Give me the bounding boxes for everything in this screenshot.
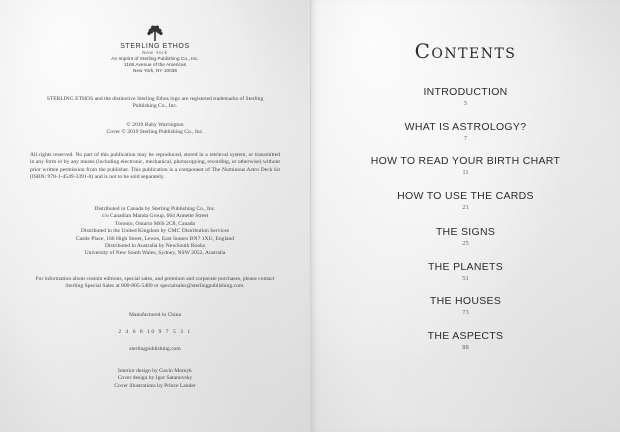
toc-entry-the-aspects[interactable] bbox=[311, 330, 620, 351]
toc-label: INTRODUCTION bbox=[423, 86, 508, 98]
distribution-line: c/o Canadian Manda Group, 664 Annette Street bbox=[101, 213, 209, 220]
contents-page bbox=[311, 0, 620, 432]
tree-icon bbox=[145, 24, 165, 42]
trademark-notice: STERLING ETHOS and the distinctive Sterling Ethos logo are registered trademarks of Sterling Publishing Co., Inc. bbox=[46, 96, 264, 110]
toc-page-number: 73 bbox=[462, 309, 469, 316]
toc-label: WHAT IS ASTROLOGY? bbox=[404, 121, 527, 133]
special-sales-info: For information about custom editions, special sales, and premium and corporate purchases, please contact Sterling Special Sales at 800-805-5489 or specialsales@sterlingpublishing.com. bbox=[35, 276, 275, 290]
distribution-line: Distributed in the United Kingdom by GMC Distribution Services bbox=[80, 228, 230, 235]
toc-entry-the-signs[interactable] bbox=[311, 226, 620, 247]
toc-entry-the-houses[interactable] bbox=[311, 295, 620, 316]
toc-label: HOW TO USE THE CARDS bbox=[397, 190, 534, 202]
toc-page-number: 51 bbox=[462, 275, 469, 282]
credit-line: Interior design by Gavin Motnyk bbox=[118, 368, 192, 374]
toc-page-number: 25 bbox=[462, 240, 469, 247]
logo-name: STERLING ETHOS bbox=[120, 43, 190, 50]
rights-notice: All rights reserved. No part of this publication may be reproduced, stored in a retrieval system, or transmitted in any form or by any means (including electronic, mechanical, photocopying, recording, or otherwise) without prior written permission from the publisher. This publication is a component of The Numinous Astro Deck kit (ISBN: 978-1-4549-3391-0) and is not to be sold separately. bbox=[30, 152, 280, 181]
toc-label: THE ASPECTS bbox=[427, 330, 504, 342]
imprint-line: An Imprint of Sterling Publishing Co., Inc. bbox=[111, 57, 199, 62]
imprint-line: 1166 Avenue of the Americas bbox=[124, 63, 186, 68]
toc-entry-birth-chart[interactable] bbox=[311, 155, 620, 176]
publisher-website: sterlingpublishing.com bbox=[129, 346, 181, 352]
copyright-notice bbox=[40, 122, 270, 137]
distribution-line: Toronto, Ontario M6S 2C8, Canada bbox=[114, 220, 196, 227]
toc-label: THE SIGNS bbox=[435, 226, 496, 238]
toc-entry-introduction[interactable] bbox=[311, 86, 620, 107]
toc-page-number: 7 bbox=[463, 135, 468, 142]
imprint-address bbox=[0, 57, 310, 75]
imprint-line: New York, NY 10036 bbox=[132, 69, 178, 74]
design-credits bbox=[40, 368, 270, 390]
distribution-line: Castle Place, 166 High Street, Lewes, East Sussex BN7 1XU, England bbox=[75, 235, 235, 242]
toc-entry-the-planets[interactable] bbox=[311, 261, 620, 282]
toc-page-number: 5 bbox=[463, 100, 468, 107]
toc-page-number: 88 bbox=[462, 344, 469, 351]
publisher-logo bbox=[0, 24, 310, 55]
toc-page-number: 11 bbox=[462, 169, 469, 176]
distribution-line: Distributed in Canada by Sterling Publishing Co., Inc. bbox=[94, 206, 216, 212]
toc-entry-what-is-astrology[interactable] bbox=[311, 121, 620, 142]
distribution-line: University of New South Wales, Sydney, NSW 2052, Australia bbox=[84, 250, 226, 257]
toc-page-number: 21 bbox=[462, 204, 469, 211]
toc-label: HOW TO READ YOUR BIRTH CHART bbox=[370, 155, 561, 167]
distribution-line: Distributed in Australia by NewSouth Books bbox=[104, 243, 206, 250]
credit-line: Cover illustrations by Prince Lauder bbox=[114, 382, 196, 389]
manufactured-in: Manufactured in China bbox=[129, 312, 181, 318]
distribution-info bbox=[40, 206, 270, 258]
copyright-line: Cover © 2019 Sterling Publishing Co., Inc. bbox=[106, 129, 204, 136]
toc-label: THE HOUSES bbox=[429, 295, 502, 307]
contents-title: Contents bbox=[414, 39, 517, 63]
toc-entry-use-the-cards[interactable] bbox=[311, 190, 620, 211]
toc-label: THE PLANETS bbox=[427, 261, 504, 273]
print-line: 2 4 6 8 10 9 7 5 3 1 bbox=[118, 329, 192, 335]
credit-line: Cover design by Igor Satanovsky bbox=[117, 375, 193, 382]
logo-city: New York bbox=[142, 50, 168, 55]
copyright-line: © 2019 Ruby Warrington bbox=[126, 122, 184, 128]
